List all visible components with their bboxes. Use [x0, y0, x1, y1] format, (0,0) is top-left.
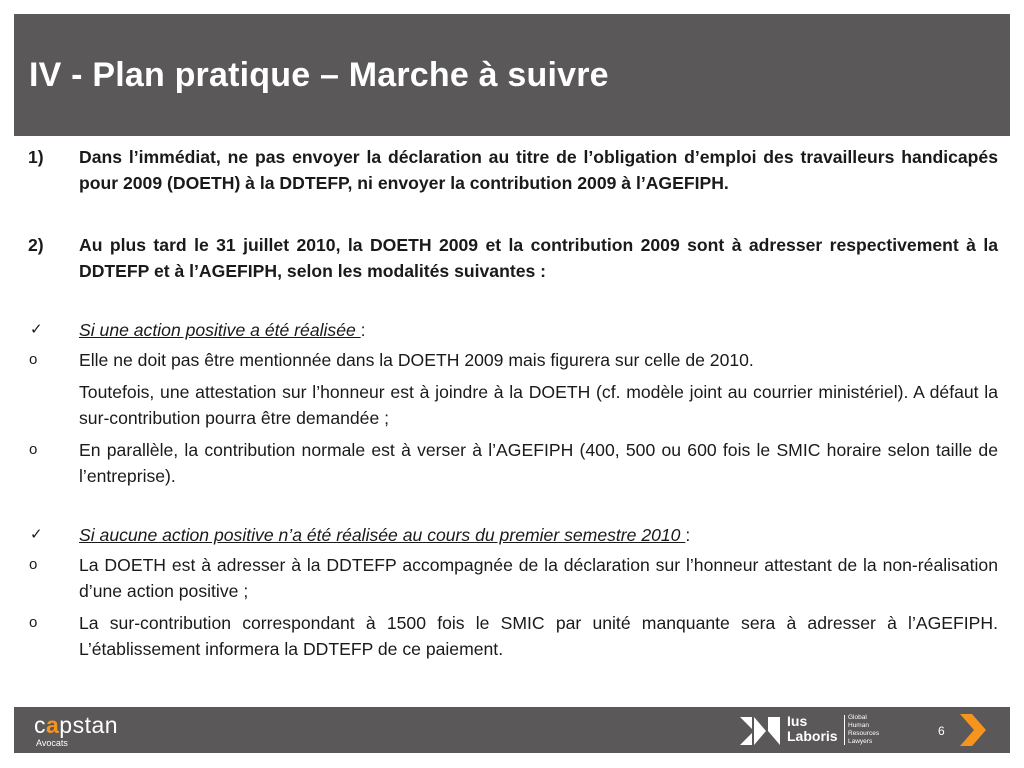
checkmark-icon: ✓	[30, 526, 43, 543]
bullet-item	[28, 437, 998, 489]
bullet-text: La DOETH est à adresser à la DDTEFP accompagnée de la déclaration sur l’honneur attestant de la non-réalisation d’une action positive ;	[79, 555, 998, 601]
ius-laboris-logo-icon	[740, 717, 782, 745]
slide-title: IV - Plan pratique – Marche à suivre	[29, 56, 609, 94]
item-text: Au plus tard le 31 juillet 2010, la DOETH 2009 et la contribution 2009 sont à adresser respectivement à la DDTEFP et à l’AGEFIPH, selon les modalités suivantes :	[79, 235, 998, 281]
numbered-item-1	[28, 144, 998, 196]
chevron-right-icon	[958, 712, 988, 748]
logo-divider	[844, 715, 845, 745]
slide-header	[14, 14, 1010, 136]
circle-bullet-icon: o	[29, 441, 38, 458]
circle-bullet-icon: o	[29, 614, 38, 631]
bullet-item	[28, 552, 998, 604]
case-heading-text: Si aucune action positive n’a été réalisée au cours du premier semestre 2010	[79, 525, 686, 545]
item-text: Dans l’immédiat, ne pas envoyer la déclaration au titre de l’obligation d’emploi des travailleurs handicapés pour 2009 (DOETH) à la DDTEFP, ni envoyer la contribution 2009 à l’AGEFIPH.	[79, 147, 998, 193]
capstan-subtitle: Avocats	[36, 738, 68, 748]
bullet-text: La sur-contribution correspondant à 1500 fois le SMIC par unité manquante sera à adresser à l’AGEFIPH. L’établissement informera la DDTEFP de ce paiement.	[79, 613, 998, 659]
item-number: 2)	[28, 235, 44, 255]
circle-bullet-icon: o	[29, 556, 38, 573]
numbered-item-2	[28, 232, 998, 284]
case-heading-1	[28, 317, 998, 343]
case-heading-text: Si une action positive a été réalisée	[79, 320, 361, 340]
item-number: 1)	[28, 147, 44, 167]
case-heading-colon: :	[360, 320, 366, 340]
bullet-item	[28, 610, 998, 662]
bullet-text: En parallèle, la contribution normale est à verser à l’AGEFIPH (400, 500 ou 600 fois le SMIC horaire selon taille de l’entreprise).	[79, 440, 998, 486]
ius-laboris-tagline: Global Human Resources Lawyers	[848, 714, 880, 745]
bullet-item	[28, 347, 998, 373]
circle-bullet-icon: o	[29, 351, 38, 368]
capstan-logo-c: c	[34, 712, 46, 738]
case-heading-colon: :	[685, 525, 691, 545]
capstan-logo-rest: pstan	[59, 712, 119, 738]
ius-line-2: Laboris	[787, 728, 838, 744]
bullet-text: Elle ne doit pas être mentionnée dans la DOETH 2009 mais figurera sur celle de 2010.	[79, 350, 754, 370]
ius-laboris-wordmark	[787, 714, 838, 744]
slide-footer	[14, 707, 1010, 753]
page-number: 6	[938, 724, 945, 738]
case-heading-2	[28, 522, 998, 548]
capstan-logo-accent: a	[46, 712, 60, 738]
ius-line-1: Ius	[787, 713, 808, 729]
checkmark-icon: ✓	[30, 321, 43, 338]
bullet-text: Toutefois, une attestation sur l’honneur est à joindre à la DOETH (cf. modèle joint au courrier ministériel). A défaut la sur-contribution pourra être demandée ;	[79, 382, 998, 428]
slide-content	[28, 144, 998, 662]
capstan-logo	[34, 713, 118, 749]
bullet-continuation	[28, 379, 998, 431]
